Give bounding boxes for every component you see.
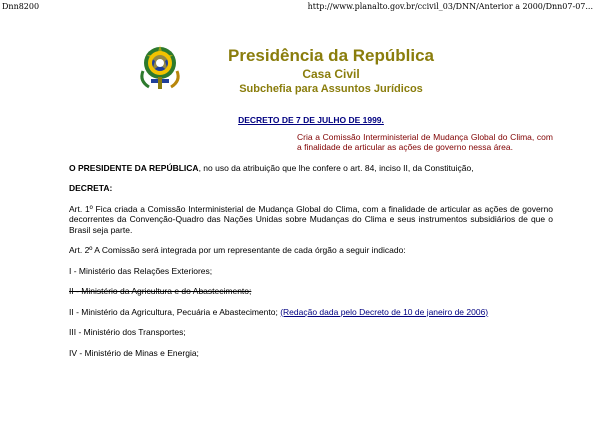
item-2-text: II - Ministério da Agricultura, Pecuária e Abastecimento; bbox=[69, 306, 278, 317]
decree-body bbox=[69, 115, 553, 358]
preamble bbox=[69, 163, 553, 174]
amendment-link[interactable]: (Redação dada pelo Decreto de 10 de janeiro de 2006) bbox=[280, 306, 489, 317]
page-header-left: Dnn8200 bbox=[2, 2, 40, 11]
letterhead-subtitle: Casa Civil bbox=[302, 67, 360, 81]
article-1-text: Art. 1º Fica criada a Comissão Interministerial de Mudança Global do Clima, com a finalidade de articular as ações de governo decorrentes da Convenção-Quadro das Nações Unidas sobre Mudanças do Clima e seus instrumentos subsidiários de que o Brasil seja parte. bbox=[69, 203, 553, 235]
item-2-revoked: II - Ministério da Agricultura e do Abastecimento; bbox=[69, 286, 252, 296]
decree-title[interactable]: DECRETO DE 7 DE JULHO DE 1999. bbox=[238, 115, 384, 125]
item-4: IV - Ministério de Minas e Energia; bbox=[69, 347, 199, 358]
preamble-bold: O PRESIDENTE DA REPÚBLICA bbox=[69, 162, 199, 173]
item-3: III - Ministério dos Transportes; bbox=[69, 327, 186, 337]
preamble-rest: , no uso da atribuição que lhe confere o art. 84, inciso II, da Constituição, bbox=[198, 162, 474, 173]
letterhead-title: Presidência da República bbox=[228, 46, 434, 65]
article-1 bbox=[69, 204, 553, 236]
letterhead-office: Subchefia para Assuntos Jurídicos bbox=[239, 83, 423, 95]
letterhead bbox=[196, 46, 466, 96]
item-2 bbox=[69, 307, 553, 318]
page-header-url: http://www.planalto.gov.br/ccivil_03/DNN/Anterior a 2000/Dnn07-07... bbox=[307, 2, 593, 11]
decreta-label: DECRETA: bbox=[69, 183, 113, 193]
decreta bbox=[69, 183, 553, 194]
decree-ementa: Cria a Comissão Interministerial de Mudança Global do Clima, com a finalidade de articular as ações de governo nessa área. bbox=[297, 131, 553, 152]
coat-of-arms-icon bbox=[137, 41, 183, 91]
article-2: Art. 2º A Comissão será integrada por um representante de cada órgão a seguir indicado: bbox=[69, 245, 406, 255]
item-1: I - Ministério das Relações Exteriores; bbox=[69, 265, 213, 276]
